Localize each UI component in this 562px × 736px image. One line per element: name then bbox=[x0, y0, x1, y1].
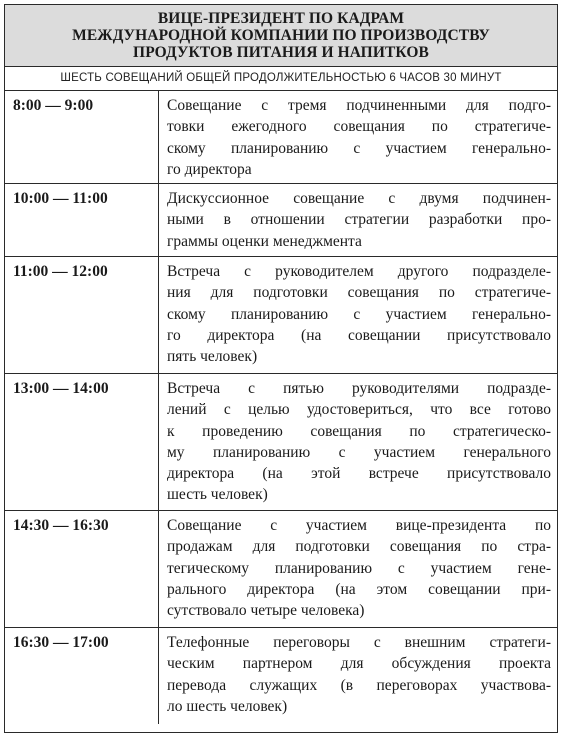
meeting-description bbox=[159, 184, 557, 256]
description-line: рального директора (на этом совещании при- bbox=[167, 580, 551, 598]
description-line: ло шесть человек) bbox=[167, 697, 288, 715]
table-header bbox=[5, 5, 557, 67]
description-line: ния для подготовки совещания по стратегиче- bbox=[167, 284, 551, 302]
meeting-description bbox=[159, 511, 557, 627]
meeting-time: 10:00 — 11:00 bbox=[5, 184, 159, 256]
meeting-description bbox=[159, 374, 557, 510]
meeting-time: 16:30 — 17:00 bbox=[5, 628, 159, 724]
description-line: директора (на этой встрече присутствовало bbox=[167, 465, 551, 483]
description-line: Совещание с тремя подчиненными для подго- bbox=[167, 97, 551, 114]
description-line: товки ежегодного совещания по стратегиче- bbox=[167, 118, 551, 136]
description-line: лений с целью удостовериться, что все готово bbox=[167, 401, 551, 419]
description-line: Совещание с участием вице-президента по bbox=[167, 517, 551, 534]
meeting-description bbox=[159, 91, 557, 183]
description-line: пять человек) bbox=[167, 348, 258, 366]
description-line: му планированию с участием генерального bbox=[167, 443, 551, 461]
description-line: продажам для подготовки совещания по стра- bbox=[167, 538, 551, 556]
meeting-row bbox=[5, 511, 557, 628]
description-line: ными в отношении стратегии разработки про- bbox=[167, 211, 551, 229]
description-line: к проведению совещания по стратегическо- bbox=[167, 422, 551, 440]
meeting-time: 13:00 — 14:00 bbox=[5, 374, 159, 510]
description-line: Телефонные переговоры с внешним стратеги- bbox=[167, 634, 551, 651]
table-subtitle: ШЕСТЬ СОВЕЩАНИЙ ОБЩЕЙ ПРОДОЛЖИТЕЛЬНОСТЬЮ 6 ЧАСОВ 30 МИНУТ bbox=[5, 67, 557, 91]
meeting-row bbox=[5, 184, 557, 257]
schedule-table bbox=[4, 4, 558, 733]
meeting-row bbox=[5, 374, 557, 511]
description-line: го директора (на совещании присутствовало bbox=[167, 326, 551, 344]
description-line: скому планированию с участием генерально- bbox=[167, 305, 551, 323]
header-title-line-2: МЕЖДУНАРОДНОЙ КОМПАНИИ ПО ПРОИЗВОДСТВУ bbox=[72, 27, 490, 44]
header-title-line-3: ПРОДУКТОВ ПИТАНИЯ И НАПИТКОВ bbox=[133, 44, 429, 61]
description-line: ческим партнером для обсуждения проекта bbox=[167, 655, 551, 673]
meeting-time: 14:30 — 16:30 bbox=[5, 511, 159, 627]
description-line: скому планированию с участием генерально- bbox=[167, 139, 551, 157]
description-line: го директора bbox=[167, 160, 252, 178]
meeting-row bbox=[5, 91, 557, 184]
description-line: шесть человек) bbox=[167, 486, 268, 504]
meeting-time: 11:00 — 12:00 bbox=[5, 257, 159, 373]
description-line: граммы оценки менеджмента bbox=[167, 232, 362, 250]
description-line: тегическому планированию с участием гене- bbox=[167, 559, 551, 577]
description-line: Дискуссионное совещание с двумя подчинен- bbox=[167, 190, 551, 207]
description-line: перевода служащих (в переговорах участвова- bbox=[167, 676, 551, 694]
meeting-description bbox=[159, 257, 557, 373]
meeting-time: 8:00 — 9:00 bbox=[5, 91, 159, 183]
meeting-description bbox=[159, 628, 557, 724]
description-line: Встреча с пятью руководителями подразде- bbox=[167, 380, 551, 397]
meeting-row bbox=[5, 628, 557, 724]
description-line: сутствовало четыре человека) bbox=[167, 602, 365, 620]
description-line: Встреча с руководителем другого подразделе- bbox=[167, 263, 551, 280]
meeting-row bbox=[5, 257, 557, 374]
header-title-line-1: ВИЦЕ-ПРЕЗИДЕНТ ПО КАДРАМ bbox=[157, 10, 405, 27]
